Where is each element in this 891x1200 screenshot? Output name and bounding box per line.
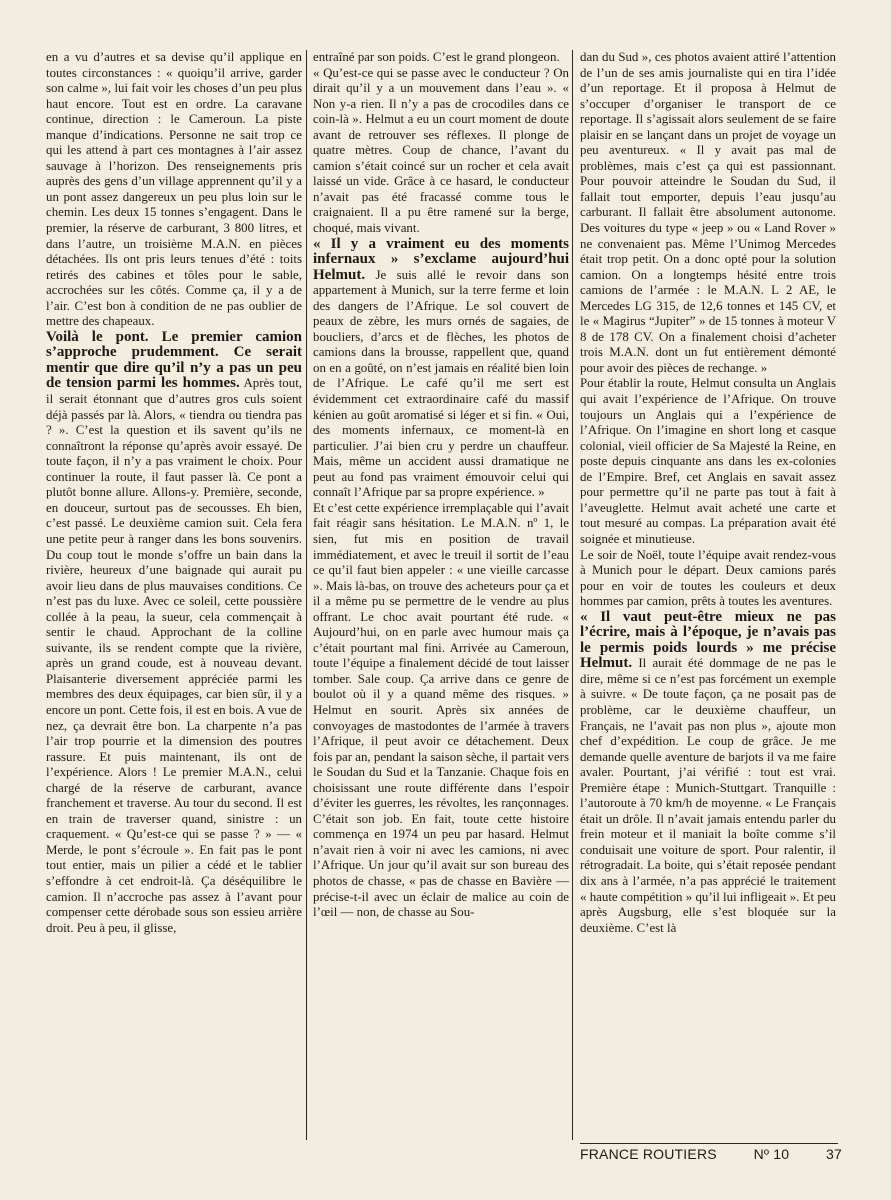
paragraph: entraîné par son poids. C’est le grand plongeon.: [313, 50, 560, 64]
lead-in: « Il y a vraiment eu des moments infernaux » s’exclame aujourd’hui Helmut.: [313, 235, 569, 283]
page-footer: [580, 1146, 842, 1162]
lead-in: « Il vaut peut-être mieux ne pas l’écrire, mais à l’époque, je n’avais pas le permis poids lourds » me précise Helmut.: [580, 608, 836, 672]
column-divider: [306, 50, 307, 1140]
paragraph: Pour établir la route, Helmut consulta un Anglais qui avait l’expérience de l’Afrique. On trouve toujours un Anglais qui a l’expérience de l’Afrique. On l’imagine en short long et casque colonial, vieil officier de Sa Majesté la Reine, en poste depuis cinquante ans dans les ex-colonies de l’Empire. Bref, cet Anglais en savait assez pour permettre qu’il ne parte pas tout à fait à l’aveuglette. Helmut avait acheté une carte et tout mesuré au compas. La préparation avait été soignée et minutieuse.: [580, 376, 836, 546]
paragraph: en a vu d’autres et sa devise qu’il applique en toutes circonstances : « quoiqu’il arrive, garder son calme », lui fait voir les choses d’un peu plus haut encore. Tout est en ordre. La caravane continue, direction : le Cameroun. La piste manque d’indications. Personne ne sait trop ce qui les attend à part ces montagnes à l’air assez sauvage à l’horizon. Des renseignements pris auprès des gens d’un village apprennent qu’il y a un pont assez dangereux un peu plus loin sur le chemin. Les deux 15 tonnes s’engagent. Dans le premier, la réserve de carburant, 3 800 litres, et dans l’autre, un troisième M.A.N. en pièces détachées. Ils ont pris leurs tenues d’été : toits retirés des cabines et tôles pour le sable, accrochées sur les côtés. Comme ça, il y a de l’air. C’est bon à condition de ne pas oublier de mettre des chapeaux.: [46, 50, 302, 329]
paragraph: « Il y a vraiment eu des moments infernaux » s’exclame aujourd’hui Helmut. Je suis allé le revoir dans son appartement à Munich, sur la terre ferme et loin des dangers de l’Afrique. Le sol couvert de peaux de zèbre, les murs ornés de sagaies, de boucliers, d’arcs et de flèches, les photos de camions dans la brousse, rappellent que, quand on en a goûté, on n’est jamais en réalité bien loin de l’Afrique. Le café qu’il me sert est évidemment cet extraordinaire café du massif kénien au goût aromatisé si léger et si fin. « Oui, des moments infernaux, ce moment-là en particulier. J’ai bien cru y perdre un chauffeur. Mais, même un accident aussi dramatique ne peut au fond pas vraiment émouvoir celui qui connaît l’Afrique par sa propre expérience. »: [313, 235, 569, 500]
paragraph: « Qu’est-ce qui se passe avec le conducteur ? On dirait qu’il y a un mouvement dans l’eau ». « Non y-a rien. Il n’y a pas de crocodiles dans ce coin-là ». Helmut a eu un court moment de doute avant de retrouver ses réflexes. Il plonge de quatre mètres. Coup de chance, l’avant du camion s’était coincé sur un rocher et cela avait laissé un vide. Grâce à ce hasard, le conducteur n’avait pas été fracassé comme tous le craignaient. Il a pu être ramené sur la berge, choqué, mais vivant.: [313, 65, 569, 236]
text-column-2: [313, 50, 569, 921]
footer-rule: [580, 1143, 838, 1144]
issue-number: Nº 10: [753, 1146, 790, 1162]
paragraph: Voilà le pont. Le premier camion s’approche prudemment. Ce serait mentir que dire qu’il n’y a pas un peu de tension parmi les hommes. Après tout, il serait étonnant que d’autres gros culs soient déjà passés par là. Alors, « tiendra ou tiendra pas ? ». C’est la question et ils savent qu’ils ne connaîtront la réponse qu’après avoir essayé. De toute façon, il n’y a pas vraiment le choix. Pour continuer la route, il faut passer là. Ce pont a plutôt bonne allure. Allons-y. Première, seconde, en douceur, surtout pas de secousses. Eh bien, c’est passé. Le deuxième camion suit. Cela fera une petite peur à ranger dans les bons souvenirs. Du coup tout le monde s’offre un bain dans la rivière, heureux d’une baignade qui aurait pu avoir lieu dans de plus mauvaises conditions. Ce n’est pas du luxe. Avec ce soleil, cette poussière collée à la peau, la sueur, cela commençait à sentir le chaud. Approchant de la colline suivante, ils se rendent compte que la rivière, après un grand coude, est à nouveau devant. Plaisanterie diversement appréciée parmi les membres des deux équipages, car bien sûr, il y a encore un pont. Cette fois, il est en bois. A vue de nez, ça devrait être bon. La charpente n’a pas l’air trop pourrie et la dimension des poutres rassure. Et puis maintenant, ils ont de l’expérience. Alors ! Le premier M.A.N., celui chargé de la réserve de carburant, avance franchement et traverse. Au tour du second. Il est en train de traverser quand, sinistre : un craquement. « Qu’est-ce qui se passe ? » — « Merde, le pont s’écroule ». En fait pas le pont tout entier, mais un pilier a cédé et le tablier s’effondre à cet endroit-là. Ça déséquilibre le camion. Il n’accroche pas assez à l’avant pour compenser cette dérobade sous son essieu arrière droit. Peu à peu, il glisse,: [46, 328, 302, 935]
page-number: 37: [826, 1146, 842, 1162]
column-divider: [572, 50, 573, 1140]
lead-in: Voilà le pont. Le premier camion s’approche prudemment. Ce serait mentir que dire qu’il n’y a pas un peu de tension parmi les hommes.: [46, 328, 302, 392]
paragraph: Et c’est cette expérience irremplaçable qui l’avait fait réagir sans hésitation. Le M.A.N. nº 1, le sien, fut mis en position de travail immédiatement, et avec le treuil il sortit de l’eau ce qu’il faut bien appeler : « une vieille carcasse ». Mais là-bas, on trouve des acheteurs pour ça et il a même pu se permettre de le vendre au plus offrant. Le choc avait pourtant été rude. « Aujourd’hui, on en parle avec humour mais ça c’était pourtant mal fini. Arrivée au Cameroun, toute l’équipe a finalement décidé de tout laisser tomber. Sale coup. Ça arrive dans ce genre de boulot où il y a quand même des risques. » Helmut en sourit. Après six années de convoyages de mastodontes de l’armée à travers l’Afrique, il peut avoir ce détachement. Deux fois par an, pendant la saison sèche, il partait vers le Soudan du Sud et la Tanzanie. Chaque fois en choisissant une route différente dans l’espoir d’éviter les guerres, les révoltes, les rançonnages. C’était son job. En fait, toute cette histoire commença en 1974 un peu par hasard. Helmut n’avait rien à voir ni avec les camions, ni avec l’Afrique. Un jour qu’il avait sur son bureau des photos de chasse, « pas de chasse en Bavière — précise-t-il avec un éclair de malice au coin de l’œil — non, de chasse au Sou-: [313, 500, 569, 920]
paragraph: « Il vaut peut-être mieux ne pas l’écrire, mais à l’époque, je n’avais pas le permis poids lourds » me précise Helmut. Il aurait été dommage de ne pas le dire, même si ce n’est pas forcément un exemple à suivre. « De toute façon, ça ne posait pas de problème, car le deuxième chauffeur, un Français, ne l’avait pas non plus », ajoute mon chef d’expédition. Le coup de grâce. Je me demande quelle aventure de barjots il va me faire avaler. Pourtant, j’ai vérifié : tout est vrai. Première étape : Munich-Stuttgart. Tranquille : l’autoroute à 70 km/h de moyenne. « Le Français était un drôle. Il n’avait jamais entendu parler du frein moteur et il maniait la boîte comme s’il conduisait une voiture de sport. Pour ralentir, il rétrogradait. La boite, qui s’était reposée pendant dix ans à l’armée, n’a pas apprécié le traitement « haute compétition » qu’il lui infligeait ». Et peu après Augsburg, elle s’est bloquée sur la deuxième. C’est là: [580, 608, 836, 935]
magazine-name: FRANCE ROUTIERS: [580, 1146, 717, 1162]
text-column-1: [46, 50, 302, 936]
text-column-3: [580, 50, 836, 936]
paragraph: Le soir de Noël, toute l’équipe avait rendez-vous à Munich pour le départ. Deux camions parés pour en voir de toutes les couleurs et deux hommes par camion, prêts à toutes les aventures.: [580, 547, 836, 609]
paragraph: dan du Sud », ces photos avaient attiré l’attention de l’un de ses amis journaliste qui en tira l’idée d’un reportage. Et il proposa à Helmut de s’occuper d’organiser le transport de ce reportage. Il s’agissait alors seulement de se faire plaisir en se lançant dans un projet de voyage un peu aventureux. « Il y avait pas mal de problèmes, mais c’est ça qui est passionnant. Pour pouvoir atteindre le Soudan du Sud, il fallait tout emporter, depuis l’eau jusqu’au carburant. Il fallait être absolument autonome. Des voitures du type « jeep » ou « Land Rover » ne convenaient pas. Même l’Unimog Mercedes était trop petit. On a donc opté pour la solution camion. On a longtemps hésité entre trois camions de l’armée : le M.A.N. L 2 AE, le Mercedes LG 315, de 12,6 tonnes et 145 CV, et le « Magirus “Jupiter” » de 15 tonnes à moteur V 8 de 178 CV. On a finalement choisi d’acheter trois M.A.N. dont un fut entièrement démonté pour avoir des pièces de rechange. »: [580, 50, 836, 375]
